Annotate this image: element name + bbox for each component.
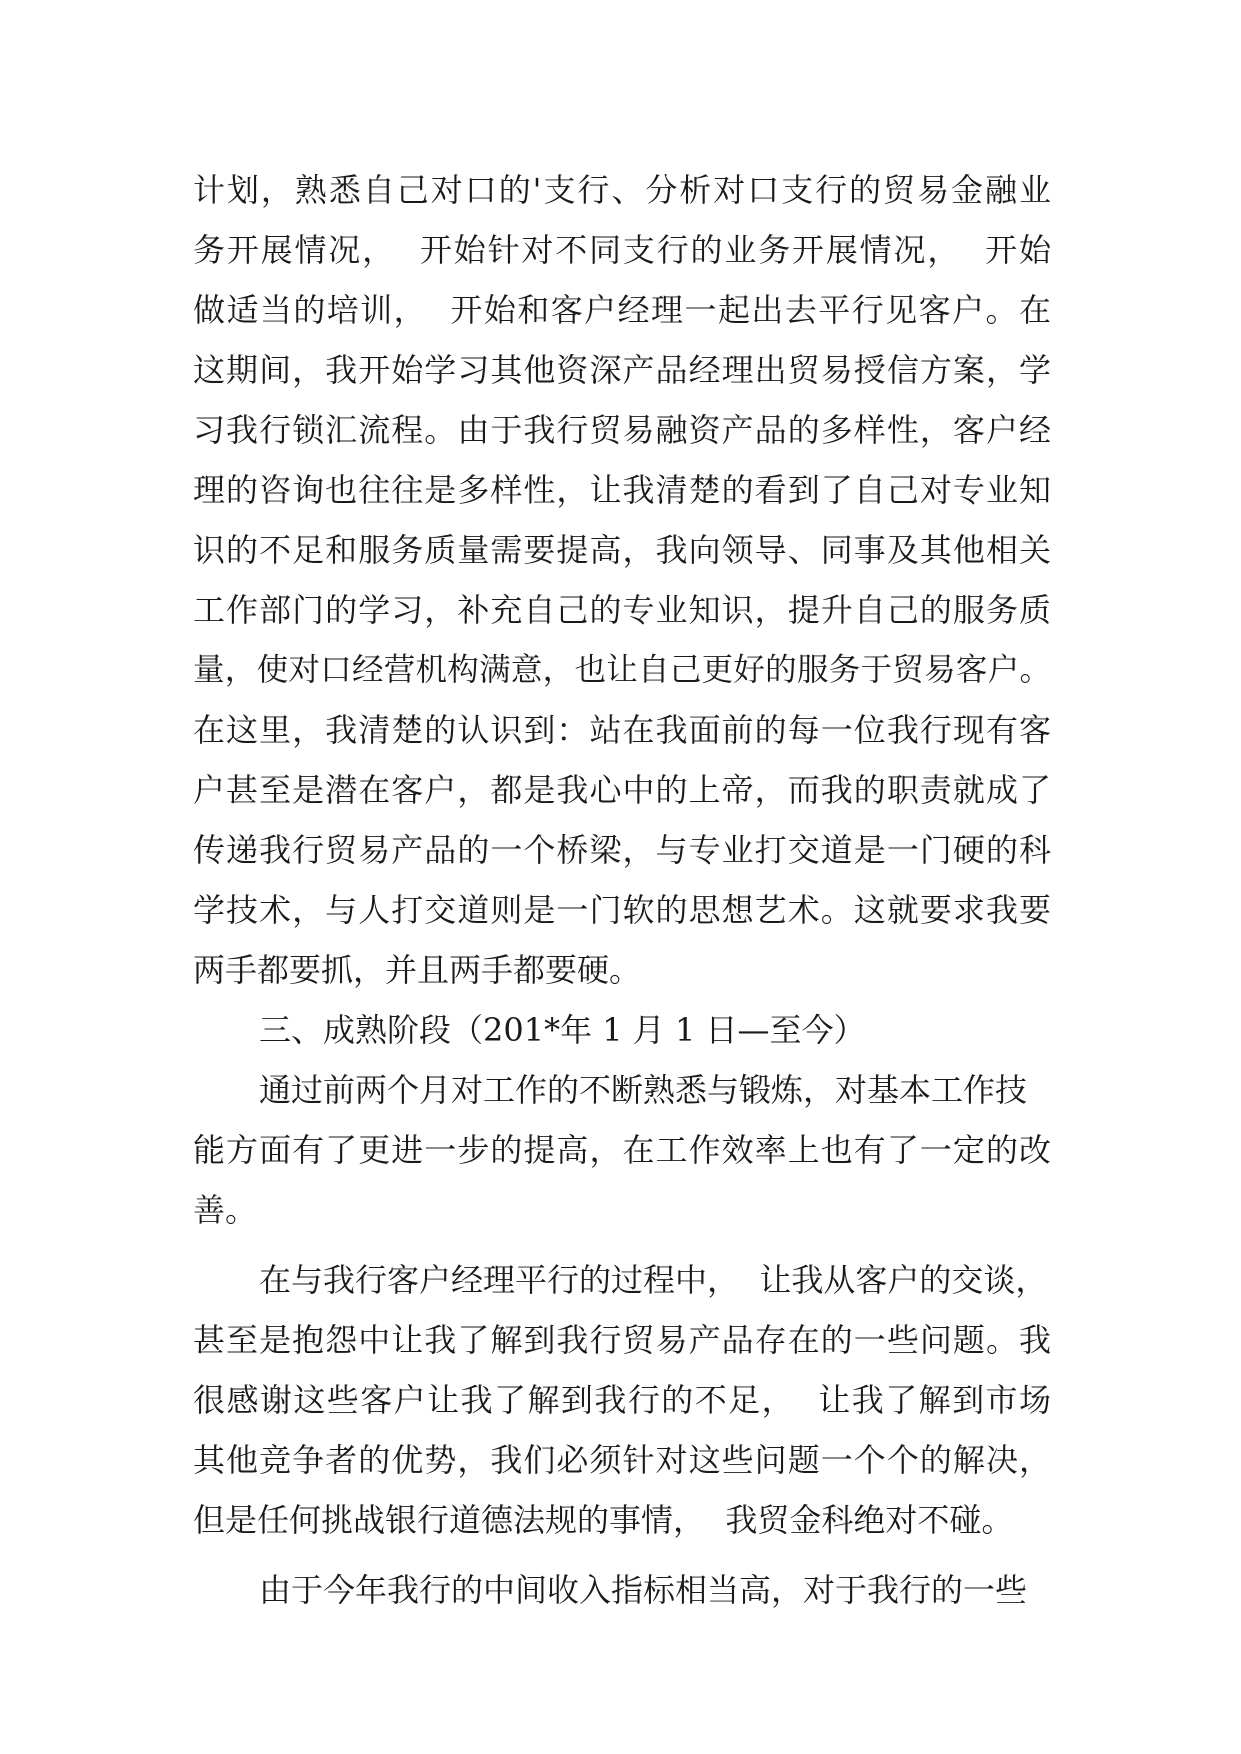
text-line: 务开展情况， 开始针对不同支行的业务开展情况， 开始 xyxy=(193,231,1051,269)
text-line: 计划，熟悉自己对口的'支行、分析对口支行的贸易金融业 xyxy=(193,171,1051,209)
text-line: 能方面有了更进一步的提高，在工作效率上也有了一定的改 xyxy=(193,1131,1051,1169)
text-line: 在与我行客户经理平行的过程中， 让我从客户的交谈， xyxy=(259,1261,1048,1299)
text-line: 通过前两个月对工作的不断熟悉与锻炼，对基本工作技 xyxy=(259,1071,1028,1109)
text-line: 这期间，我开始学习其他资深产品经理出贸易授信方案，学 xyxy=(193,351,1051,389)
text-line: 理的咨询也往往是多样性，让我清楚的看到了自己对专业知 xyxy=(193,471,1051,509)
text-line: 户甚至是潜在客户，都是我心中的上帝，而我的职责就成了 xyxy=(193,771,1051,809)
text-line: 识的不足和服务质量需要提高，我向领导、同事及其他相关 xyxy=(193,531,1051,569)
text-line: 做适当的培训， 开始和客户经理一起出去平行见客户。在 xyxy=(193,291,1051,329)
text-line: 甚至是抱怨中让我了解到我行贸易产品存在的一些问题。我 xyxy=(193,1321,1051,1359)
text-line: 量，使对口经营机构满意，也让自己更好的服务于贸易客户。 xyxy=(193,652,1051,688)
text-line: 习我行锁汇流程。由于我行贸易融资产品的多样性，客户经 xyxy=(193,411,1051,449)
text-line: 善。 xyxy=(193,1191,258,1229)
text-line: 由于今年我行的中间收入指标相当高，对于我行的一些 xyxy=(259,1571,1028,1609)
text-line: 工作部门的学习，补充自己的专业知识，提升自己的服务质 xyxy=(193,591,1051,629)
text-line: 学技术，与人打交道则是一门软的思想艺术。这就要求我要 xyxy=(193,891,1051,929)
section-heading: 三、成熟阶段（201*年 1 月 1 日—至今） xyxy=(259,1011,866,1049)
text-line: 但是任何挑战银行道德法规的事情， 我贸金科绝对不碰。 xyxy=(193,1501,1014,1539)
body-text xyxy=(193,160,1051,1620)
text-line: 很感谢这些客户让我了解到我行的不足， 让我了解到市场 xyxy=(193,1381,1051,1419)
text-line: 两手都要抓，并且两手都要硬。 xyxy=(193,951,642,989)
text-line: 传递我行贸易产品的一个桥梁，与专业打交道是一门硬的科 xyxy=(193,831,1051,869)
text-line: 其他竞争者的优势，我们必须针对这些问题一个个的解决， xyxy=(193,1441,1051,1479)
text-line: 在这里，我清楚的认识到：站在我面前的每一位我行现有客 xyxy=(193,711,1051,749)
